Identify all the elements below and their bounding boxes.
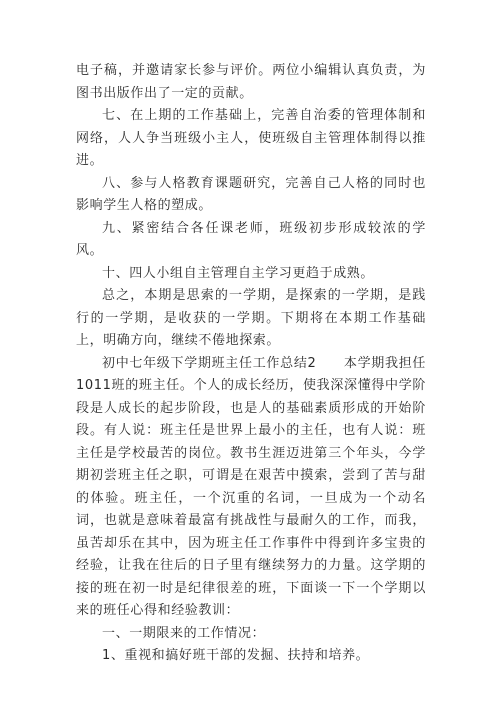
paragraph-continuation: 电子稿，并邀请家长参与评价。两位小编辑认真负责，为图书出版作出了一定的贡献。 <box>76 63 426 101</box>
document-body <box>76 60 426 668</box>
paragraph-item-8: 八、参与人格教育课题研究，完善自己人格的同时也影响学生人格的塑成。 <box>76 175 426 213</box>
paragraph-heading-work: 一、一期限来的工作情况： <box>102 625 266 641</box>
paragraph-item-7: 七、在上期的工作基础上，完善自治委的管理体制和网络，人人争当班级小主人，使班级自主管理体制得以推进。 <box>76 108 426 168</box>
paragraph-item-10: 十、四人小组自主管理自主学习更趋于成熟。 <box>102 265 375 281</box>
paragraph-section-2-intro: 初中七年级下学期班主任工作总结2 本学期我担任1011班的班主任。个人的成长经历，使我深深懂得中学阶段是人成长的起步阶段，也是人的基础素质形成的开始阶段。有人说：班主任是世界上最小的主任，也有人说：班主任是学校最苦的岗位。教书生涯迈进第三个年头，今学期初尝班主任之职，可谓是在艰苦中摸索，尝到了苦与甜的体验。班主任，一个沉重的名词，一旦成为一个动名词，也就是意味着最富有挑战性与最耐久的工作，而我，虽苦却乐在其中，因为班主任工作事件中得到许多宝贵的经验，让我在往后的日子里有继续努力的力量。这学期的接的班在初一时是纪律很差的班，下面谈一下一个学期以来的班任心得和经验教训： <box>76 355 426 618</box>
paragraph-item-1: 1、重视和搞好班干部的发掘、扶持和培养。 <box>102 648 370 663</box>
paragraph-item-9: 九、紧密结合各任课老师，班级初步形成较浓的学风。 <box>76 220 426 258</box>
paragraph-summary: 总之，本期是思索的一学期，是探索的一学期，是践行的一学期，是收获的一学期。下期将在本期工作基础上，明确方向，继续不倦地探索。 <box>76 288 426 348</box>
